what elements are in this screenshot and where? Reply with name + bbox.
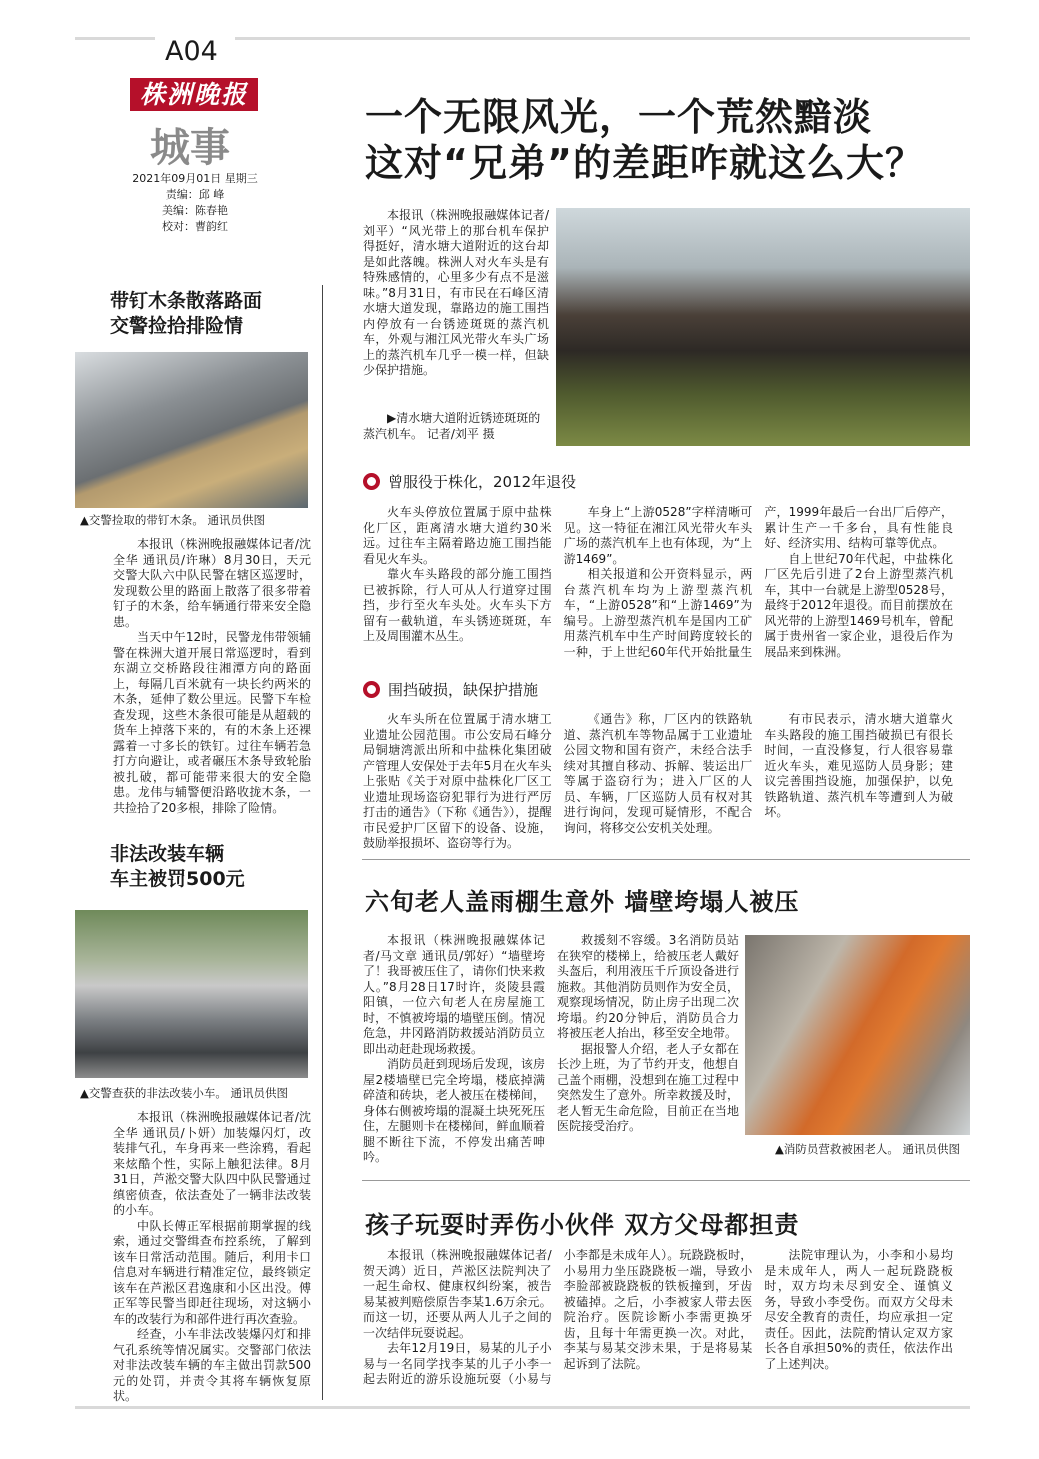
photo-nail-wood-strip: [75, 352, 308, 508]
column-divider: [322, 285, 323, 1400]
left2-body: 本报讯（株洲晚报融媒体记者/沈全华 通讯员/卜妍）加装爆闪灯，改装排气孔，车身再来一些涂鸦，看起来炫酷个性，实际上触犯法律。8月31日，芦淞交警大队四中队民警通过缜密侦查，依法查处了一辆非法改装的小车。 中队长傅正军根据前期掌握的线索，通过交警缉查布控系统，了解到该车日常活动范围。随后，利用卡口信息对车辆进行精准定位，最终锁定该车在芦淞区君逸康和小区出没。傅正军等民警当即赶往现场，对这辆小车的改装行为和部件进行再次查验。 经查，小车非法改装爆闪灯和排气孔系统等情况属实。交警部门依法对非法改装车辆的车主做出罚款500元的处罚，并责令其将车辆恢复原状。: [113, 1110, 311, 1403]
proofreader: 校对：曹韵红: [162, 220, 228, 233]
left2-headline: 非法改装车辆 车主被罚500元: [110, 843, 245, 890]
main-lead: 本报讯（株洲晚报融媒体记者/刘平）“风光带上的那台机车保护得挺好，清水塘大道附近的这台却是如此落魄。株洲人对火车头是有特殊感情的，心里多少有点不是滋味。”8月31日，有市民在石峰区清水塘大道发现，靠路边的施工围挡内停放有一台锈迹斑斑的蒸汽机车，外观与湘江风光带火车头广场上的蒸汽机车几乎一模一样，但缺少保护措施。: [363, 208, 549, 377]
left1-caption: ▲交警捡取的带钉木条。 通讯员供图: [80, 513, 265, 527]
photo-firefighter-rescue: [745, 935, 970, 1135]
article-divider: [362, 1180, 970, 1181]
editor: 责编：邱 峰: [165, 188, 225, 201]
masthead-info: [120, 171, 270, 235]
article-divider: [362, 859, 970, 860]
top-rule-left: [75, 37, 155, 40]
newspaper-logo: 株洲晚报: [130, 78, 258, 111]
bottom-rule: [75, 1406, 970, 1409]
section-heading-1: 曾服役于株化，2012年退役: [363, 471, 576, 492]
left2-caption: ▲交警查获的非法改装小车。 通讯员供图: [80, 1086, 288, 1100]
photo-steam-locomotive: [556, 208, 970, 446]
ring-bullet-icon: [363, 473, 380, 490]
article2-caption: ▲消防员营救被困老人。 通讯员供图: [775, 1142, 960, 1156]
article2-headline: 六旬老人盖雨棚生意外 墙壁垮塌人被压: [365, 888, 800, 916]
issue-date: 2021年09月01日 星期三: [132, 172, 258, 185]
designer: 美编：陈春艳: [162, 204, 228, 217]
section-heading-2: 围挡破损，缺保护措施: [363, 679, 538, 700]
photo-modified-car: [75, 910, 308, 1078]
ring-bullet-icon: [363, 681, 380, 698]
section-2-body: 火车头所在位置属于清水塘工业遗址公园范围。市公安局石峰分局铜塘湾派出所和中盐株化集团破产管理人安保处于去年5月在火车头上张贴《关于对原中盐株化厂区工业遗址现场盗窃犯罪行为进行严厉打击的通告》（下称《通告》），提醒市民爱护厂区留下的设备、设施，鼓励举报损坏、盗窃等行为。 《通告》称，厂区内的铁路轨道、蒸汽机车等物品属于工业遗址公园文物和国有资产，未经合法手续对其擅自移动、拆解、装运出厂等属于盗窃行为；进入厂区的人员、车辆，厂区巡防人员有权对其进行询问，发现可疑情形，不配合询问，将移交公安机关处理。 有市民表示，清水塘大道靠火车头路段的施工围挡破损已有很长时间，一直没修复，行人很容易靠近火车头，难见巡防人员身影；建议完善围挡设施，加强保护，以免铁路轨道、蒸汽机车等遭到人为破坏。: [363, 712, 953, 850]
main-headline: 一个无限风光，一个荒然黯淡 这对“兄弟”的差距咋就这么大？: [365, 95, 924, 185]
top-rule-right: [235, 37, 970, 40]
article3-body: 本报讯（株洲晚报融媒体记者/贺天鸿）近日，芦淞区法院判决了一起生命权、健康权纠纷案，被告易某被判赔偿原告李某1.6万余元。而这一切，还要从两人儿子之间的一次结伴玩耍说起。 去年12月19日，易某的儿子小易与一名同学找李某的儿子小李一起去附近的游乐设施玩耍（小易与小李都是未成年人）。玩跷跷板时，小易用力坐压跷跷板一端，导致小李脸部被跷跷板的铁板撞到，牙齿被磕掉。之后，小李被家人带去医院治疗。医院诊断小李需更换牙齿，且每十年需更换一次。对此，李某与易某交涉未果，于是将易某起诉到了法院。 法院审理认为，小李和小易均是未成年人，两人一起玩跷跷板时，双方均未尽到安全、谨慎义务，导致小李受伤。而双方父母未尽安全教育的责任，均应承担一定责任。因此，法院酌情认定双方家长各自承担50%的责任，依法作出了上述判决。: [363, 1248, 953, 1386]
left1-headline: 带钉木条散落路面 交警捡拾排险情: [110, 290, 263, 337]
section-name: 城事: [150, 124, 230, 171]
section-1-body: 火车头停放位置属于原中盐株化厂区，距离清水塘大道约30米远。过往车主隔着路边施工围挡能看见火车头。 靠火车头路段的部分施工围挡已被拆除，行人可从人行道穿过围挡，步行至火车头处。火车头下方留有一截轨道，车头锈迹斑斑，车上及周围灌木丛生。 车身上“上游0528”字样清晰可见。这一特征在湘江风光带火车头广场的蒸汽机车上也有体现，为“上游1469”。 相关报道和公开资料显示，两台蒸汽机车均为上游型蒸汽机车，“上游0528”和“上游1469”为编号。上游型蒸汽机车是国内工矿用蒸汽机车中生产时间跨度较长的一种，于上世纪60年代开始批量生产，1999年最后一台出厂后停产，累计生产一千多台，具有性能良好、经济实用、结构可靠等优点。 自上世纪70年代起，中盐株化厂区先后引进了2台上游型蒸汽机车，其中一台就是上游型0528号，最终于2012年退役。而目前摆放在风光带的上游型1469号机车，曾配属于贵州省一家企业，退役后作为展品来到株洲。: [363, 505, 953, 659]
page-number: A04: [165, 36, 218, 67]
main-photo-caption: ▶清水塘大道附近锈迹斑斑的蒸汽机车。 记者/刘平 摄: [363, 411, 541, 441]
left1-body: 本报讯（株洲晚报融媒体记者/沈全华 通讯员/许琳）8月30日，天元交警大队六中队民警在辖区巡逻时，发现数公里的路面上散落了很多带着钉子的木条，给车辆通行带来安全隐患。 当天中午12时，民警龙伟带领辅警在株洲大道开展日常巡逻时，看到东湖立交桥路段往湘潭方向的路面上，每隔几百米就有一块长约两米的木条，延伸了数公里远。民警下车检查发现，这些木条很可能是从超载的货车上掉落下来的，有的木条上还裸露着一寸多长的铁钉。过往车辆若急打方向避让，或者碾压木条导致轮胎被扎破，都可能带来很大的安全隐患。龙伟与辅警便沿路收拢木条，一共捡拾了20多根，排除了险情。: [113, 537, 311, 815]
article2-body: 本报讯（株洲晚报融媒体记者/马文章 通讯员/郭好）“墙壁垮了！我哥被压住了，请你们快来救人。”8月28日17时许，炎陵县霞阳镇，一位六旬老人在房屋施工时，不慎被垮塌的墙壁压倒。情况危急，井冈路消防救援站消防员立即出动赶赴现场救援。 消防员赶到现场后发现，该房屋2楼墙壁已完全垮塌，楼底掉满碎渣和砖块，老人被压在楼梯间，身体右侧被垮塌的混凝土块死死压住，左腿则卡在楼梯间，鲜血顺着腿不断往下流，不停发出痛苦呻吟。 救援刻不容缓。3名消防员站在狭窄的楼梯上，给被压老人戴好头盔后，利用液压千斤顶设备进行施救。其他消防员则作为安全员，观察现场情况，防止房子出现二次垮塌。约20分钟后，消防员合力将被压老人抬出，移至安全地带。 据报警人介绍，老人子女都在长沙上班，为了节约开支，他想自己盖个雨棚，没想到在施工过程中突然发生了意外。所幸救援及时，老人暂无生命危险，目前正在当地医院接受治疗。: [363, 933, 739, 1164]
article3-headline: 孩子玩耍时弄伤小伙伴 双方父母都担责: [365, 1211, 800, 1239]
